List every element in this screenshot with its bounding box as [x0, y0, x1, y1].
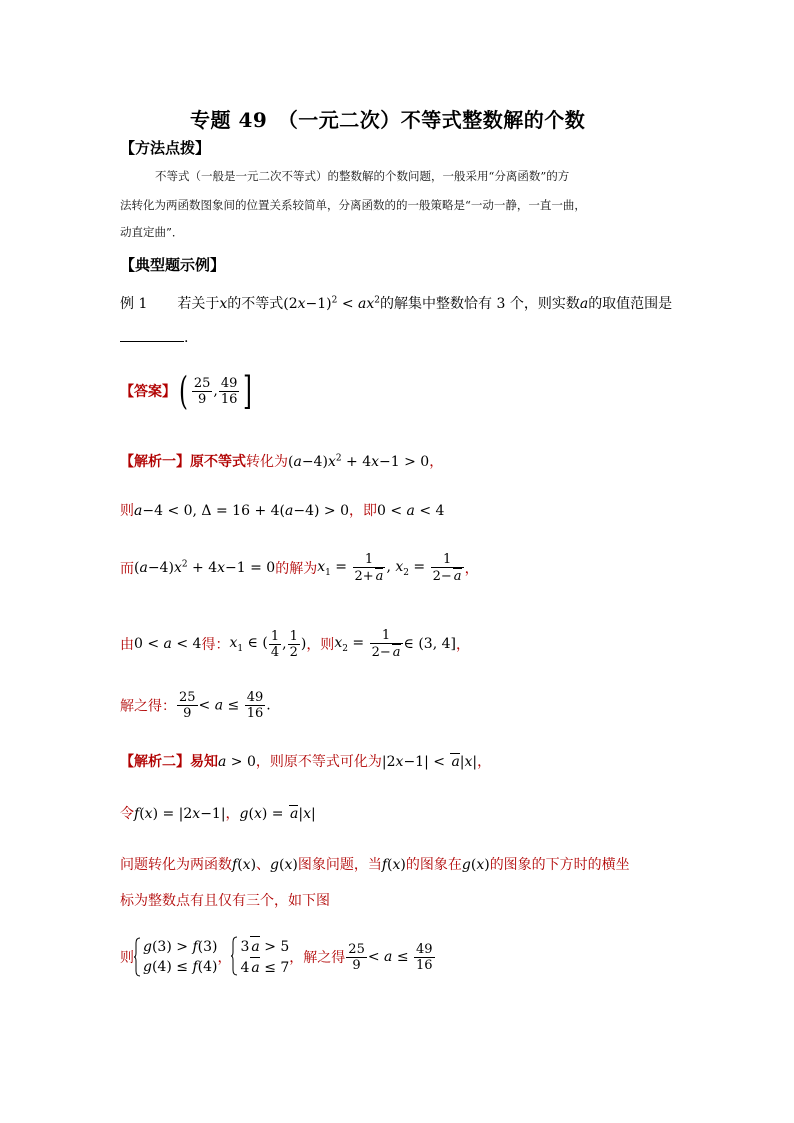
solution-2-line-2: 令f(x) = |2x−1|，g(x) = a|x| — [120, 806, 316, 822]
solution-1-line-5: 解之得： $\frac{25}{9}$ < a ≤ $\frac{49}{16}$ . — [120, 690, 271, 721]
solution-1-label: 【解析一】 — [120, 454, 190, 470]
solution-2-line-1: 【解析二】易知a > 0，则原不等式可化为|2x−1| < a|x|， — [120, 754, 492, 770]
answer-label: 【答案】 — [120, 384, 176, 400]
solution-1-line-3: 而$(a-4)x^2 + 4x-1 = 0$的解为$x_1$ = $\frac{1}{2+ a}$ , $x_2$ = $\frac{1}{2- a}$ ， — [120, 552, 479, 584]
solution-1-line-2: 则a−4 < 0, Δ = 16 + 4(a−4) > 0，即0 < a < 4 — [120, 503, 445, 519]
method-text-line-1: 不等式（一般是一元二次不等式）的整数解的个数问题，一般采用“分离函数”的方 — [155, 169, 570, 183]
solution-2-paragraph-line-1: 问题转化为两函数f(x)、g(x)图象问题，当f(x)的图象在g(x)的图象的下方时的横坐 — [120, 857, 630, 873]
solution-2-paragraph-line-2: 标为整数点有且仅有三个，如下图 — [120, 893, 330, 909]
system-2: 3 a > 5 4 a ≤ 7 — [231, 936, 289, 978]
inequality-formula: $(2x-1)^2 < ax^2$ — [283, 295, 381, 312]
solution-2-final-line: 则 g(3) > f(3) g(4) ≤ f(4) ， 3 a > 5 4 a ≤ 7 ，解之得 $\frac{25}{9}$ < a ≤ $\frac{49}{16}$ — [120, 936, 436, 978]
solution-1-line-1: 【解析一】原不等式转化为$(a-4)x^2 + 4x-1 > 0$， — [120, 453, 444, 470]
page-title: 专题 49 （一元二次）不等式整数解的个数 — [190, 108, 586, 132]
method-text-line-3: 动直定曲”． — [120, 225, 184, 239]
solution-1-line-4: 由0 < a < 4得：$x_1$ ∈ ( $\frac{1}{4}$ , $\frac{1}{2}$ )，则$x_2$ = $\frac{1}{2- a}$ ∈ (3, 4]， — [120, 628, 470, 660]
example-label: 例 1 — [120, 296, 148, 312]
method-heading: 【方法点拨】 — [120, 139, 211, 157]
answer-line: 【答案】( $\frac{25}{9}$ , $\frac{49}{16}$ ] — [120, 369, 253, 413]
example-1-question: 例 1 若关于x的不等式$(2x-1)^2 < ax^2$的解集中整数恰有 3 个，则实数a的取值范围是 — [120, 295, 673, 312]
answer-blank: . — [120, 330, 188, 346]
example-heading: 【典型题示例】 — [120, 256, 226, 274]
method-text-line-2: 法转化为两函数图象间的位置关系较简单，分离函数的的一般策略是“一动一静，一直一曲， — [120, 198, 586, 212]
solution-2-label: 【解析二】 — [120, 754, 190, 770]
system-1: g(3) > f(3) g(4) ≤ f(4) — [134, 937, 217, 977]
